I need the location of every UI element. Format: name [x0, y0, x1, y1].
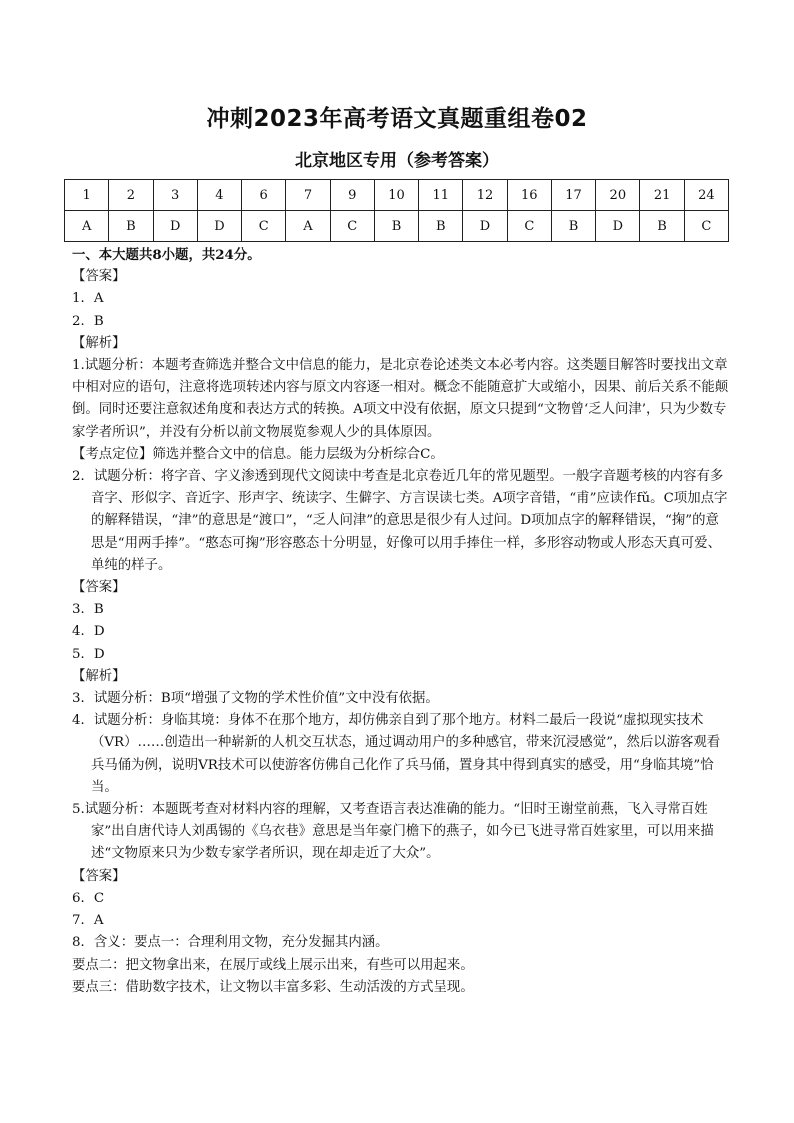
answer-letter: C — [684, 211, 728, 242]
answer-letter: D — [463, 211, 507, 242]
answer-item: 1．A — [72, 291, 104, 307]
question-number: 10 — [374, 180, 418, 211]
answer-letter: C — [507, 211, 551, 242]
answer-item: 3．B — [72, 602, 104, 618]
question-number: 1 — [65, 180, 109, 211]
question-number: 9 — [330, 180, 374, 211]
answer-letter: C — [330, 211, 374, 242]
key-point: 要点三：借助数字技术，让文物以丰富多彩、生动活泼的方式呈现。 — [72, 979, 474, 995]
kaodian-note: 【考点定位】筛选并整合文中的信息。能力层级为分析综合C。 — [72, 446, 444, 462]
answer-item: 5．D — [72, 646, 105, 662]
answer-letter: D — [197, 211, 241, 242]
question-number: 17 — [551, 180, 595, 211]
page-subtitle: 北京地区专用（参考答案） — [295, 151, 499, 171]
analysis-label: 【解析】 — [72, 668, 126, 684]
question-number: 11 — [419, 180, 463, 211]
question-number: 2 — [109, 180, 153, 211]
analysis-paragraph: 5.试题分析：本题既考查对材料内容的理解，又考查语言表达准确的能力。“旧时王谢堂前燕，飞入寻常百姓家”出自唐代诗人刘禹锡的《乌衣巷》意思是当年豪门檐下的燕子，如今已飞进寻常百姓家里，可以用来描述“文物原来只为少数专家学者所识，现在却走近了大众”。 — [72, 802, 714, 862]
answer-item: 6．C — [72, 890, 105, 906]
answer-letter: B — [374, 211, 418, 242]
answer-letter: D — [596, 211, 640, 242]
answer-label: 【答案】 — [72, 868, 126, 884]
analysis-paragraph: 4．试题分析：身临其境：身体不在那个地方，却仿佛亲自到了那个地方。材料二最后一段说“虚拟现实技术（VR）……创造出一种崭新的人机交互状态，通过调动用户的多种感官，带来沉浸感觉”，然后以游客观看兵马俑为例，说明VR技术可以使游客仿佛自己化作了兵马俑，置身其中得到真实的感受，用“身临其境”恰当。 — [72, 713, 721, 795]
answer-letter: B — [551, 211, 595, 242]
question-number: 4 — [197, 180, 241, 211]
section-heading: 一、本大题共8小题，共24分。 — [72, 247, 261, 263]
answer-item: 8．含义：要点一：合理利用文物，充分发掘其内涵。 — [72, 935, 389, 951]
answer-letter: A — [65, 211, 109, 242]
answer-letter: D — [153, 211, 197, 242]
answer-table-answer-row — [65, 211, 729, 242]
answer-letter: C — [242, 211, 286, 242]
answer-letter: B — [640, 211, 684, 242]
analysis-paragraph: 3．试题分析：B项“增强了文物的学术性价值”文中没有依据。 — [72, 691, 439, 707]
analysis-paragraph: 1.试题分析：本题考查筛选并整合文中信息的能力，是北京卷论述类文本必考内容。这类题目解答时要找出文章中相对应的语句，注意将选项转述内容与原文内容逐一相对。概念不能随意扩大或缩小，因果、前后关系不能颠倒。同时还要注意叙述角度和表达方式的转换。A项文中没有依据，原文只提到“文物曾‘乏人问津’，只为少数专家学者所识”，并没有分析以前文物展览参观人少的具体原因。 — [72, 358, 729, 440]
answer-item: 2．B — [72, 313, 104, 329]
question-number: 24 — [684, 180, 728, 211]
answer-table — [64, 179, 729, 242]
answer-letter: B — [109, 211, 153, 242]
question-number: 3 — [153, 180, 197, 211]
analysis-paragraph: 2．试题分析：将字音、字义渗透到现代文阅读中考查是北京卷近几年的常见题型。一般字音题考核的内容有多音字、形似字、音近字、形声字、统读字、生僻字、方言误读七类。A项字音错，“甫”应读作fǔ。C项加点字的解释错误，“津”的意思是“渡口”，“乏人问津”的意思是很少有人过问。D项加点字的解释错误，“掬”的意思是“用两手捧”。“憨态可掬”形容憨态十分明显，好像可以用手捧住一样，多形容动物或人形态天真可爱、单纯的样子。 — [72, 469, 728, 573]
answer-table-number-row — [65, 180, 729, 211]
answer-letter: B — [419, 211, 463, 242]
answer-label: 【答案】 — [72, 580, 126, 596]
key-point: 要点二：把文物拿出来，在展厅或线上展示出来，有些可以用起来。 — [72, 957, 474, 973]
page-title: 冲刺2023年高考语文真题重组卷02 — [206, 106, 588, 132]
question-number: 7 — [286, 180, 330, 211]
question-number: 16 — [507, 180, 551, 211]
answer-content — [72, 244, 732, 999]
answer-label: 【答案】 — [72, 269, 126, 285]
question-number: 20 — [596, 180, 640, 211]
answer-letter: A — [286, 211, 330, 242]
analysis-label: 【解析】 — [72, 335, 126, 351]
answer-item: 4．D — [72, 624, 105, 640]
question-number: 21 — [640, 180, 684, 211]
answer-item: 7．A — [72, 913, 104, 929]
question-number: 6 — [242, 180, 286, 211]
question-number: 12 — [463, 180, 507, 211]
